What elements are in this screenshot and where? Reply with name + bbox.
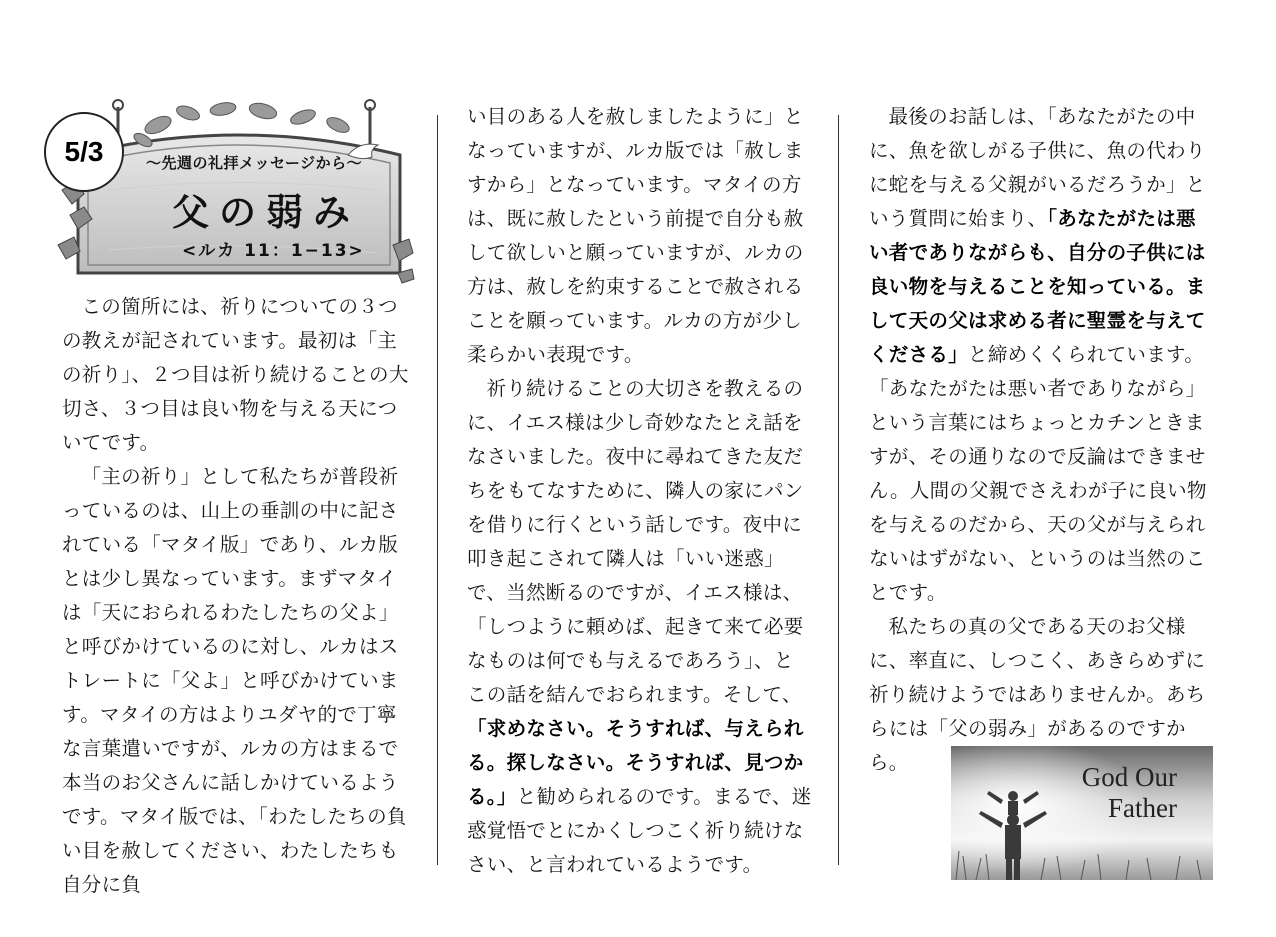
column-divider bbox=[838, 115, 839, 865]
photo-caption-line: God Our bbox=[1081, 762, 1177, 792]
paragraph: この箇所には、祈りについての３つの教えが記されています。最初は「主の祈り」、２つ目は祈り続けることの大切さ、３つ目は良い物を与える天についてです。 bbox=[62, 295, 409, 454]
photo-caption-line: Father bbox=[1108, 793, 1177, 823]
page-title: 父の弱み bbox=[172, 191, 360, 234]
scripture-reference: <ルカ 11：1−13> bbox=[182, 241, 365, 261]
date-badge: 5/3 bbox=[44, 112, 124, 192]
photo-caption bbox=[1082, 762, 1177, 824]
paragraph: 「主の祈り」として私たちが普段祈っているのは、山上の垂訓の中に記されている「マタイ版」であり、ルカ版とは少し異なっています。まずマタイは「天におられるわたしたちの父よ」と呼びかけているのに対し、ルカはストレートに「父よ」と呼びかけています。マタイの方はよりユダヤ的で丁寧な言葉遣いですが、ルカの方はまるで本当のお父さんに話しかけているようです。マタイ版では、「わたしたちの負い目を赦してください、わたしたちも自分に負 bbox=[62, 465, 407, 896]
emphasized-quote: 「あなたがたは悪い者でありながらも、自分の子供には良い物を与えることを知っている。まして天の父は求める者に聖霊を与えてくださる」 bbox=[869, 207, 1206, 366]
header-subtitle: ～先週の礼拝メッセージから～ bbox=[146, 154, 363, 172]
paragraph-text: と締めくくられています。「あなたがたは悪い者でありながら」という言葉にはちょっとカチンときますが、その通りなので反論はできません。人間の父親でさえわが子に良い物を与えるのだから、天の父が与えられないはずがない、というのは当然のことです。 bbox=[869, 343, 1207, 604]
paragraph bbox=[467, 372, 813, 882]
paragraph-text: 最後のお話しは、「あなたがたの中に、魚を欲しがる子供に、魚の代わりに蛇を与える父親がいるだろうか」という質問に始まり、 bbox=[869, 105, 1206, 230]
text-column-2 bbox=[467, 100, 813, 882]
paragraph-text: と勧められるのです。まるで、迷惑覚悟でとにかくしつこく祈り続けなさい、と言われているようです。 bbox=[467, 785, 812, 876]
paragraph bbox=[869, 100, 1215, 610]
paragraph: い目のある人を赦しましたように」となっていますが、ルカ版では「赦しますから」となっています。マタイの方は、既に赦したという前提で自分も赦して欲しいと願っていますが、ルカの方は、赦しを約束することで赦されることを願っています。ルカの方が少し柔らかい表現です。 bbox=[467, 105, 804, 366]
column-divider bbox=[437, 115, 438, 865]
emphasized-quote: 「求めなさい。そうすれば、与えられる。探しなさい。そうすれば、見つかる。」 bbox=[467, 717, 804, 808]
text-column-3 bbox=[869, 100, 1215, 780]
paragraph: 私たちの真の父である天のお父様に、率直に、しつこく、あきらめずに祈り続けようではありませんか。あちらには「父の弱み」があるのですから。 bbox=[869, 615, 1206, 774]
text-column-1 bbox=[62, 290, 412, 902]
paragraph-text: 祈り続けることの大切さを教えるのに、イエス様は少し奇妙なたとえ話をなさいました。夜中に尋ねてきた友だちをもてなすために、隣人の家にパンを借りに行くという話しです。夜中に叩き起こされて隣人は「いい迷惑」で、当然断るのですが、イエス様は、「しつように頼めば、起きて来て必要なものは何でも与えるであろう」、とこの話を結んでおられます。そして、 bbox=[467, 377, 804, 706]
father-child-photo bbox=[951, 746, 1213, 880]
